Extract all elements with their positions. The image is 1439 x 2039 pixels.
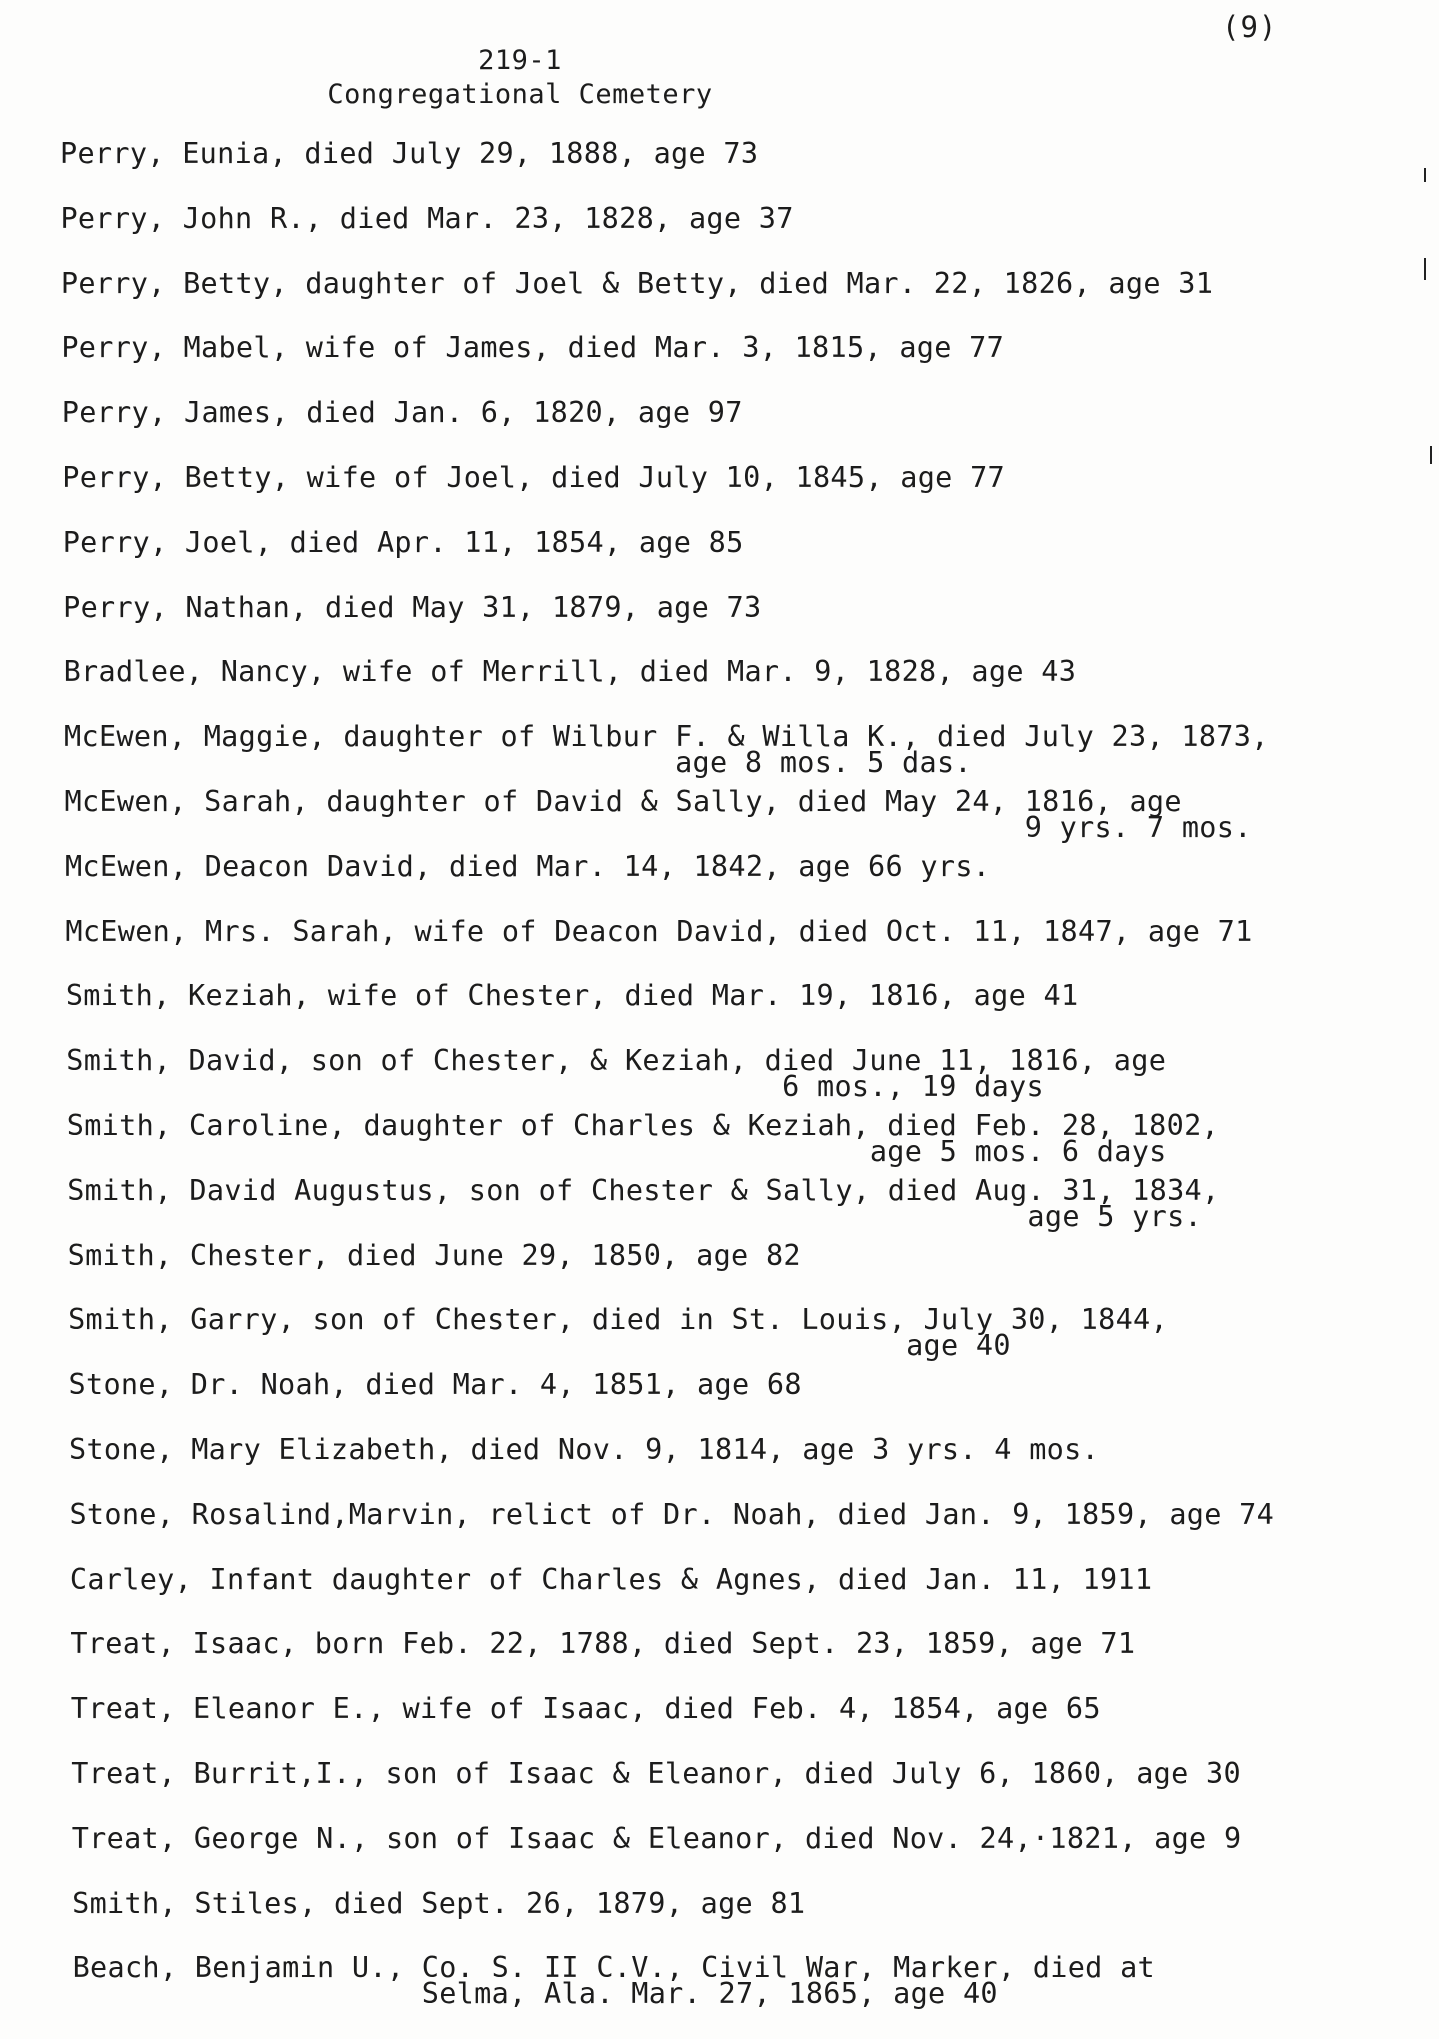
burial-entry — [70, 1628, 1135, 1660]
burial-entry — [64, 656, 1077, 688]
entry-text: McEwen, Sarah, daughter of David & Sally, died May 24, 1816, age — [64, 785, 1182, 818]
entry-text: Treat, Isaac, born Feb. 22, 1788, died Sept. 23, 1859, age 71 — [70, 1627, 1136, 1661]
entry-text: Perry, John R., died Mar. 23, 1828, age 37 — [60, 201, 794, 235]
burial-entry — [68, 1304, 1168, 1362]
entry-text: McEwen, Deacon David, died Mar. 14, 1842, age 66 yrs. — [64, 849, 991, 883]
entry-text: Perry, Joel, died Apr. 11, 1854, age 85 — [62, 525, 744, 559]
entry-text: Perry, Mabel, wife of James, died Mar. 3, 1815, age 77 — [61, 331, 1005, 365]
entry-text: Smith, Stiles, died Sept. 26, 1879, age 81 — [72, 1886, 806, 1920]
burial-entry — [69, 1369, 802, 1401]
burial-entry — [65, 786, 1252, 844]
entry-text: McEwen, Mrs. Sarah, wife of Deacon David, died Oct. 11, 1847, age 71 — [65, 914, 1253, 948]
entry-text: Stone, Mary Elizabeth, died Nov. 9, 1814, age 3 yrs. 4 mos. — [69, 1433, 1100, 1466]
burial-entry — [67, 1110, 1219, 1168]
burial-entry — [64, 721, 1269, 779]
entry-text: Smith, Chester, died June 29, 1850, age 82 — [67, 1238, 801, 1272]
entry-text: Stone, Dr. Noah, died Mar. 4, 1851, age 68 — [68, 1368, 802, 1402]
burial-entry — [66, 1045, 1166, 1103]
entry-continuation: age 40 — [68, 1329, 1011, 1363]
entry-text: McEwen, Maggie, daughter of Wilbur F. & Willa K., died July 23, 1873, — [64, 720, 1269, 754]
entry-text: Smith, David, son of Chester, & Keziah, died June 11, 1816, age — [66, 1044, 1167, 1078]
entry-text: Perry, Eunia, died July 29, 1888, age 73 — [60, 137, 759, 170]
burial-entry — [72, 1888, 805, 1920]
entry-text: Smith, Garry, son of Chester, died in St. Louis, July 30, 1844, — [68, 1303, 1168, 1337]
burial-entry — [73, 1952, 1155, 2010]
entry-text: Perry, Betty, daughter of Joel & Betty, died Mar. 22, 1826, age 31 — [60, 266, 1214, 300]
entry-text: Bradlee, Nancy, wife of Merrill, died Mar. 9, 1828, age 43 — [63, 655, 1077, 689]
entry-text: Treat, Eleanor E., wife of Isaac, died Feb. 4, 1854, age 65 — [70, 1692, 1101, 1726]
burial-entry — [68, 1240, 801, 1272]
entry-continuation: 9 yrs. 7 mos. — [64, 811, 1252, 844]
entry-text: Perry, James, died Jan. 6, 1820, age 97 — [61, 396, 743, 430]
margin-mark — [1430, 446, 1432, 464]
burial-entry — [65, 916, 1252, 948]
entry-text: Carley, Infant daughter of Charles & Agnes, died Jan. 11, 1911 — [69, 1562, 1153, 1596]
entry-text: Treat, Burrit,I., son of Isaac & Eleanor, died July 6, 1860, age 30 — [71, 1757, 1241, 1790]
burial-entry — [62, 462, 1005, 494]
entry-continuation: age 5 yrs. — [67, 1199, 1202, 1233]
entry-text: Smith, David Augustus, son of Chester & Sally, died Aug. 31, 1834, — [67, 1173, 1220, 1207]
page-number: (9) — [1222, 10, 1278, 44]
burial-entry — [61, 332, 1004, 364]
burial-entry — [61, 268, 1213, 300]
burial-entry — [67, 1175, 1219, 1233]
burial-entry — [71, 1758, 1241, 1790]
entry-text: Smith, Keziah, wife of Chester, died Mar. 19, 1816, age 41 — [65, 979, 1079, 1013]
burial-entry — [62, 397, 743, 429]
burial-entry — [70, 1564, 1152, 1596]
entry-continuation: age 8 mos. 5 das. — [64, 746, 972, 780]
entry-text: Perry, Betty, wife of Joel, died July 10, 1845, age 77 — [62, 461, 1006, 494]
burial-entry — [63, 527, 744, 559]
burial-entry — [66, 980, 1079, 1012]
entry-text: Perry, Nathan, died May 31, 1879, age 73 — [63, 590, 762, 624]
burial-entry — [63, 592, 761, 624]
margin-mark — [1424, 168, 1426, 182]
entry-text: Beach, Benjamin U., Co. S. II C.V., Civil War, Marker, died at — [72, 1951, 1156, 1985]
entry-continuation: age 5 mos. 6 days — [66, 1135, 1167, 1168]
entry-text: Treat, George N., son of Isaac & Eleanor, died Nov. 24,·1821, age 9 — [71, 1821, 1242, 1855]
burial-entry — [69, 1434, 1099, 1466]
burial-entry — [65, 851, 990, 883]
entry-text: Smith, Caroline, daughter of Charles & Keziah, died Feb. 28, 1802, — [66, 1109, 1220, 1142]
burial-entry — [72, 1823, 1242, 1855]
heading-title: Congregational Cemetery — [327, 79, 713, 110]
burial-entry — [60, 138, 758, 170]
entry-continuation: Selma, Ala. Mar. 27, 1865, age 40 — [72, 1977, 998, 2011]
burial-entry — [71, 1693, 1101, 1725]
margin-mark — [1424, 258, 1426, 280]
page-heading — [280, 44, 760, 112]
entry-text: Stone, Rosalind,Marvin, relict of Dr. Noah, died Jan. 9, 1859, age 74 — [69, 1497, 1275, 1531]
burial-entry — [60, 203, 793, 235]
burial-entry — [69, 1499, 1274, 1531]
entry-continuation: 6 mos., 19 days — [66, 1070, 1044, 1104]
heading-code: 219-1 — [478, 45, 562, 76]
